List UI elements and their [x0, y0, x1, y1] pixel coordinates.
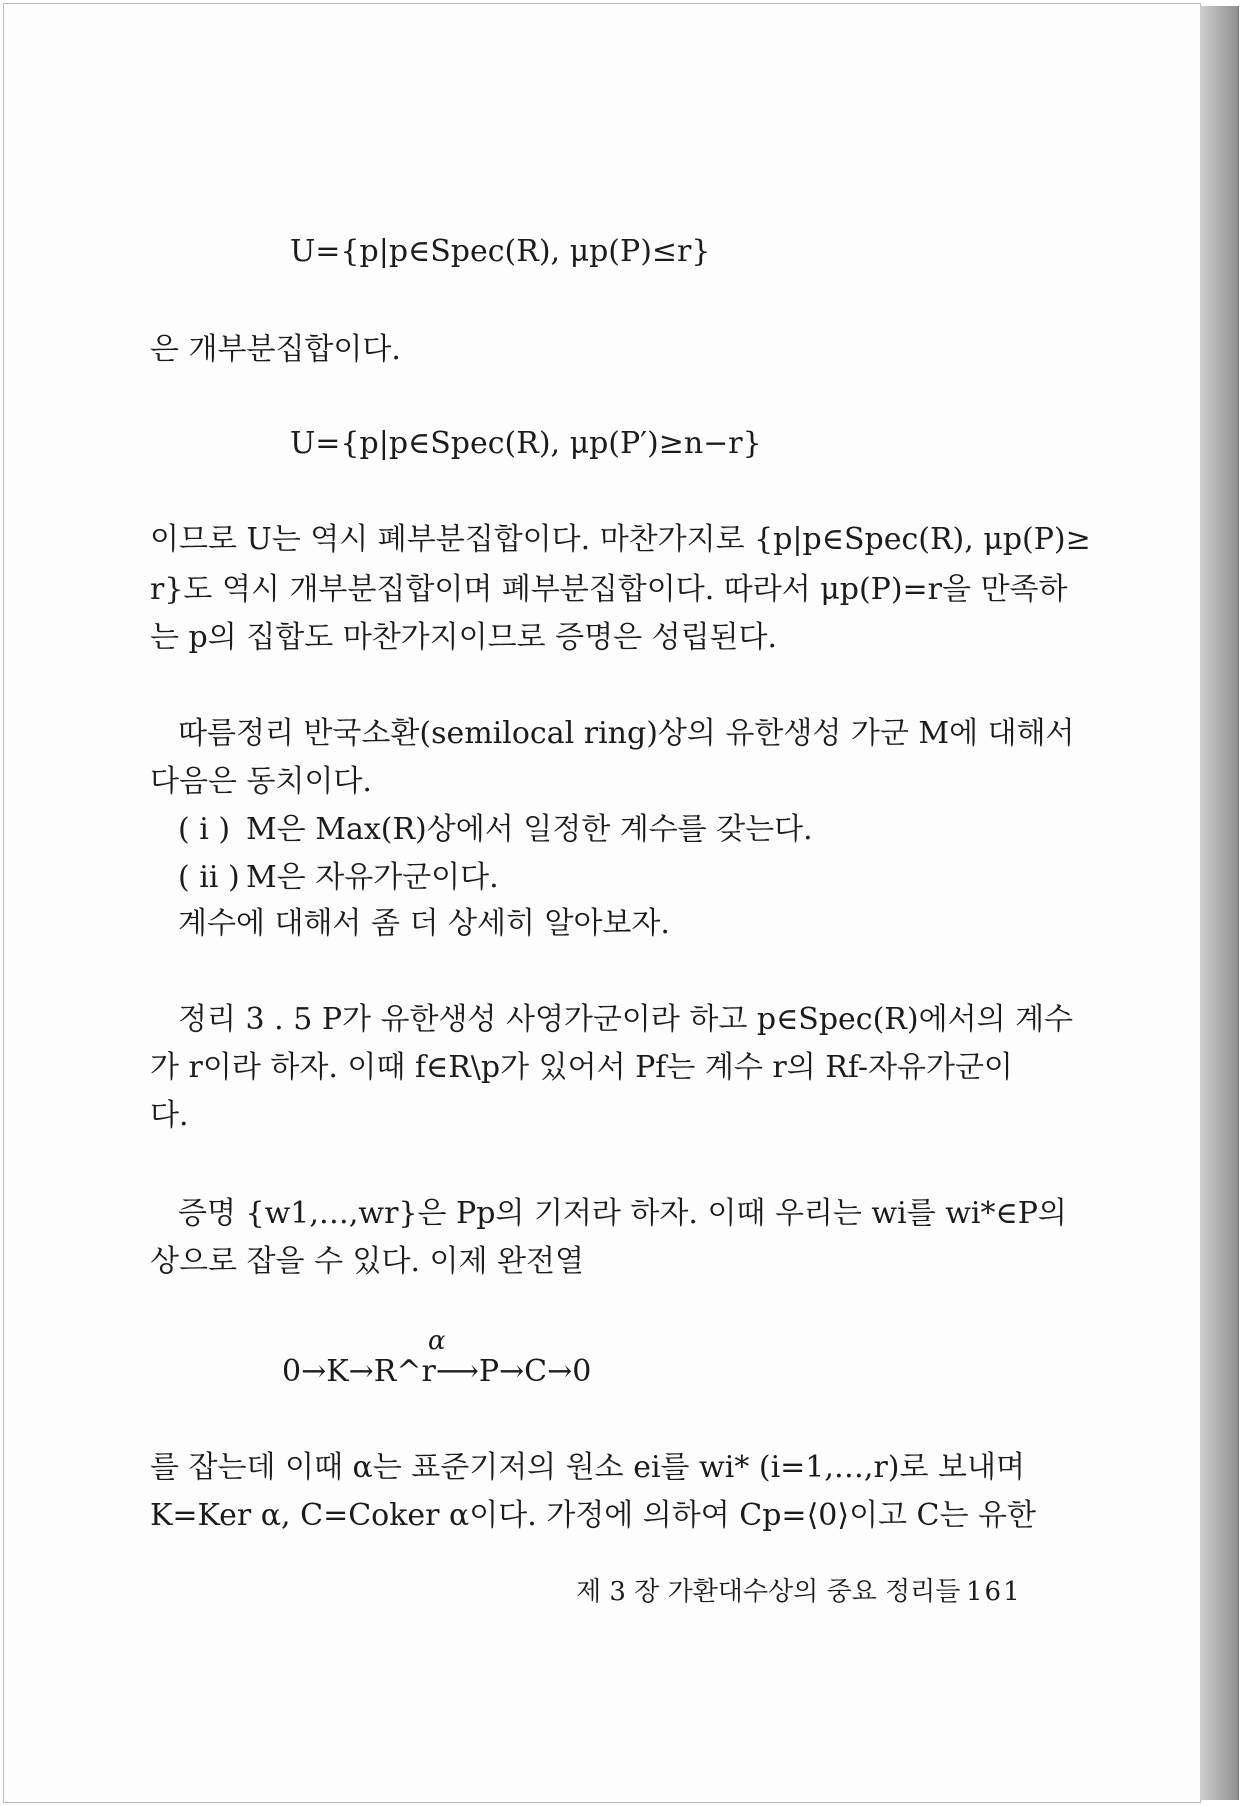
paragraph-line: K=Ker α, C=Coker α이다. 가정에 의하여 Cp=⟨0⟩이고 C는 유한 — [150, 1498, 1036, 1533]
arrow-label-alpha: α — [428, 1326, 446, 1356]
theorem-line: 가 r이라 하자. 이때 f∈R\p가 있어서 Pf는 계수 r의 Rf-자유가군이 — [150, 1050, 1013, 1085]
corollary-item-text: M은 Max(R)상에서 일정한 계수를 갖는다. — [246, 812, 813, 847]
running-footer-chapter: 제 3 장 가환대수상의 중요 정리들 — [576, 1577, 961, 1607]
theorem-line: 다. — [150, 1098, 189, 1133]
equation-exact-sequence: 0→K→R^r⟶P→C→0 — [282, 1354, 592, 1389]
proof-line: 증명 {w1,…,wr}은 Pp의 기저라 하자. 이때 우리는 wi를 wi*∈P의 — [178, 1196, 1067, 1231]
corollary-line: 따름정리 반국소환(semilocal ring)상의 유한생성 가군 M에 대해서 — [178, 716, 1075, 751]
text-open-subset: 은 개부분집합이다. — [150, 332, 401, 367]
theorem-line: 정리 3 . 5 P가 유한생성 사영가군이라 하고 p∈Spec(R)에서의 계수 — [178, 1002, 1074, 1037]
paragraph-line: 이므로 U는 역시 폐부분집합이다. 마찬가지로 {p|p∈Spec(R), μp(P)≥ — [150, 522, 1091, 557]
paragraph-line: 를 잡는데 이때 α는 표준기저의 원소 ei를 wi* (i=1,…,r)로 보내며 — [150, 1450, 1025, 1485]
equation-open-set-U: U={p|p∈Spec(R), μp(P)≤r} — [290, 234, 711, 269]
page-number: 161 — [966, 1577, 1022, 1607]
page-edge-shadow — [1200, 6, 1239, 1800]
paragraph-line: r}도 역시 개부분집합이며 폐부분집합이다. 따라서 μp(P)=r을 만족하 — [150, 572, 1068, 607]
paragraph-line: 는 p의 집합도 마찬가지이므로 증명은 성립된다. — [150, 620, 778, 655]
corollary-item-label: ( i ) — [178, 812, 231, 847]
corollary-line: 다음은 동치이다. — [150, 764, 372, 799]
remark-line: 계수에 대해서 좀 더 상세히 알아보자. — [178, 906, 670, 941]
equation-closed-set-U: U={p|p∈Spec(R), μp(P′)≥n−r} — [290, 426, 762, 461]
proof-line: 상으로 잡을 수 있다. 이제 완전열 — [150, 1244, 584, 1279]
corollary-item-label: ( ii ) — [178, 860, 240, 895]
corollary-item-text: M은 자유가군이다. — [246, 860, 499, 895]
